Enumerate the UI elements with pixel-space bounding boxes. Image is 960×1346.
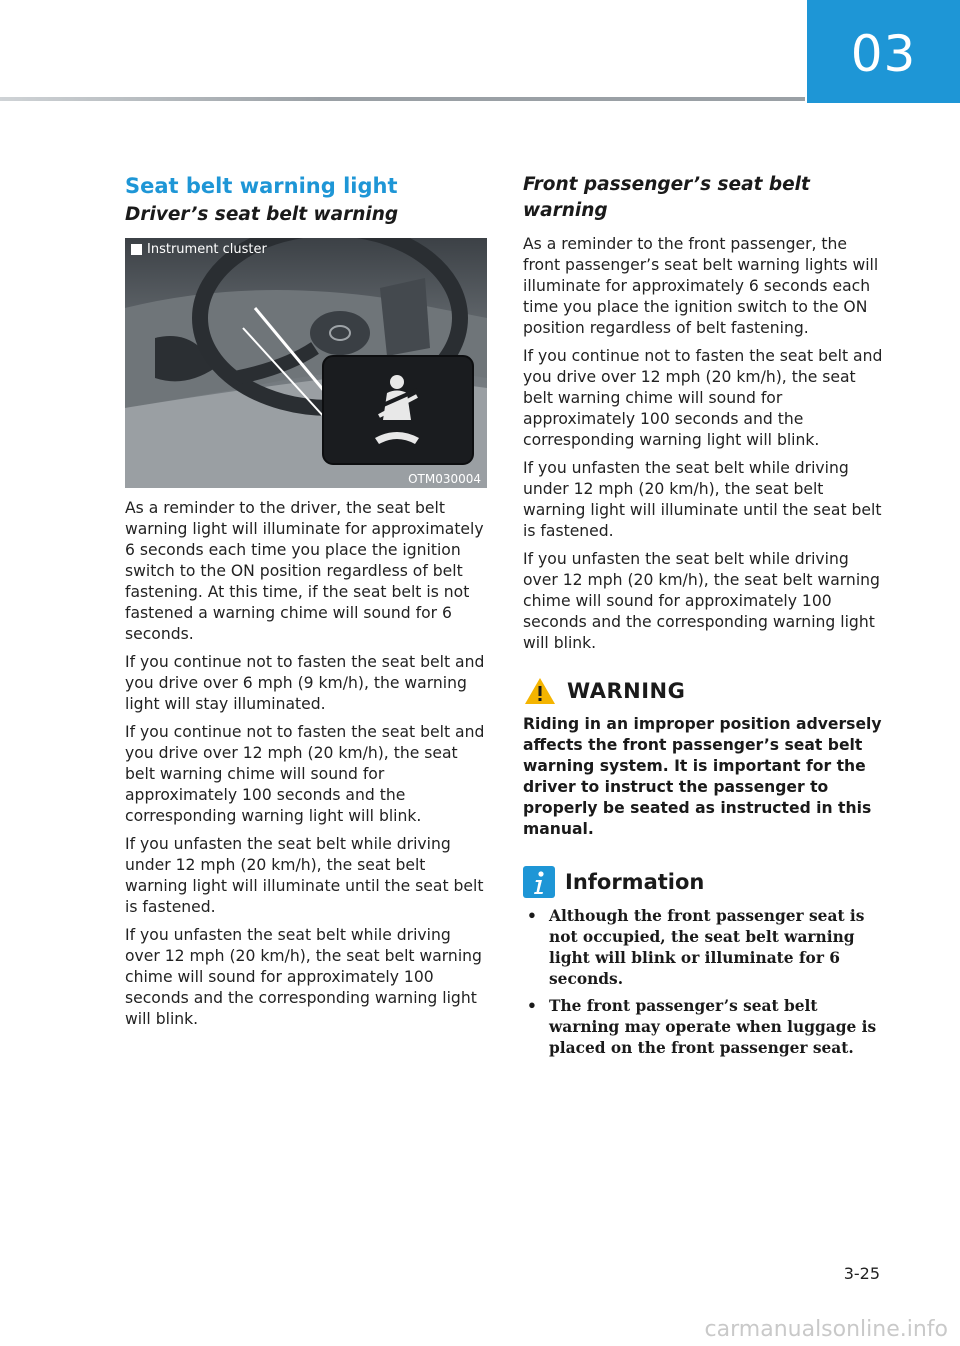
driver-warning-subtitle: Driver’s seat belt warning: [125, 204, 399, 225]
warning-title: WARNING: [567, 679, 686, 703]
paragraph: If you continue not to fasten the seat belt and you drive over 6 mph (9 km/h), the warning light will stay illuminated.: [125, 653, 485, 713]
chapter-number: 03: [850, 24, 917, 83]
passenger-warning-subtitle: Front passenger’s seat belt warning: [523, 174, 810, 221]
list-item: • Although the front passenger seat is not occupied, the seat belt warning light will blink or illuminate for 6 seconds.: [527, 907, 865, 988]
paragraph: If you continue not to fasten the seat belt and you drive over 12 mph (20 km/h), the seat belt warning chime will sound for approximately 100 seconds and the corresponding warning light will blink.: [125, 723, 485, 825]
paragraph: If you continue not to fasten the seat belt and you drive over 12 mph (20 km/h), the seat belt warning chime will sound for approximately 100 seconds and the corresponding warning light will blink.: [523, 347, 883, 449]
section-title: Seat belt warning light: [125, 174, 398, 198]
paragraph: As a reminder to the front passenger, the front passenger’s seat belt warning lights will illuminate for approximately 6 seconds each time you place the ignition switch to the ON position regardless of belt fastening.: [523, 235, 879, 337]
warning-text: Riding in an improper position adversely affects the front passenger’s seat belt warning system. It is important for the driver to instruct the passenger to properly be seated as instructed in this manual.: [523, 715, 882, 838]
instrument-cluster-figure: [125, 238, 487, 488]
paragraph: If you unfasten the seat belt while driving under 12 mph (20 km/h), the seat belt warning light will illuminate until the seat belt is fastened.: [523, 459, 882, 540]
information-list: [523, 906, 887, 1059]
paragraph: As a reminder to the driver, the seat belt warning light will illuminate for approximately 6 seconds each time you place the ignition switch to the ON position regardless of belt fastening. At this time, if the seat belt is not fastened a warning chime will sound for 6 seconds.: [125, 499, 484, 643]
chapter-tab: [807, 0, 960, 103]
header-rule: [0, 97, 805, 101]
figure-label-text: Instrument cluster: [147, 242, 267, 257]
watermark: carmanualsonline.info: [704, 1317, 948, 1342]
warning-icon: [523, 676, 557, 706]
paragraph: If you unfasten the seat belt while driving over 12 mph (20 km/h), the seat belt warning chime will sound for approximately 100 seconds and the corresponding warning light will blink.: [523, 550, 880, 652]
list-item-text: Although the front passenger seat is not occupied, the seat belt warning light will blink or illuminate for 6 seconds.: [549, 907, 865, 988]
list-item-text: The front passenger’s seat belt warning may operate when luggage is placed on the front passenger seat.: [549, 997, 877, 1057]
paragraph: If you unfasten the seat belt while driving under 12 mph (20 km/h), the seat belt warning light will illuminate until the seat belt is fastened.: [125, 835, 484, 916]
paragraph: If you unfasten the seat belt while driving over 12 mph (20 km/h), the seat belt warning chime will sound for approximately 100 seconds and the corresponding warning light will blink.: [125, 926, 482, 1028]
page-number: 3-25: [843, 1264, 880, 1283]
figure-code: OTM030004: [408, 472, 481, 486]
warning-header: [523, 676, 887, 706]
info-icon: [523, 866, 555, 898]
figure-label: [131, 242, 267, 257]
square-bullet-icon: [131, 244, 142, 255]
information-header: [523, 866, 887, 898]
information-title: Information: [565, 870, 705, 894]
cluster-illustration: [125, 238, 487, 488]
list-item: • The front passenger’s seat belt warning may operate when luggage is placed on the front passenger seat.: [527, 997, 877, 1057]
left-column: [125, 172, 487, 1037]
right-column: [523, 172, 887, 1065]
